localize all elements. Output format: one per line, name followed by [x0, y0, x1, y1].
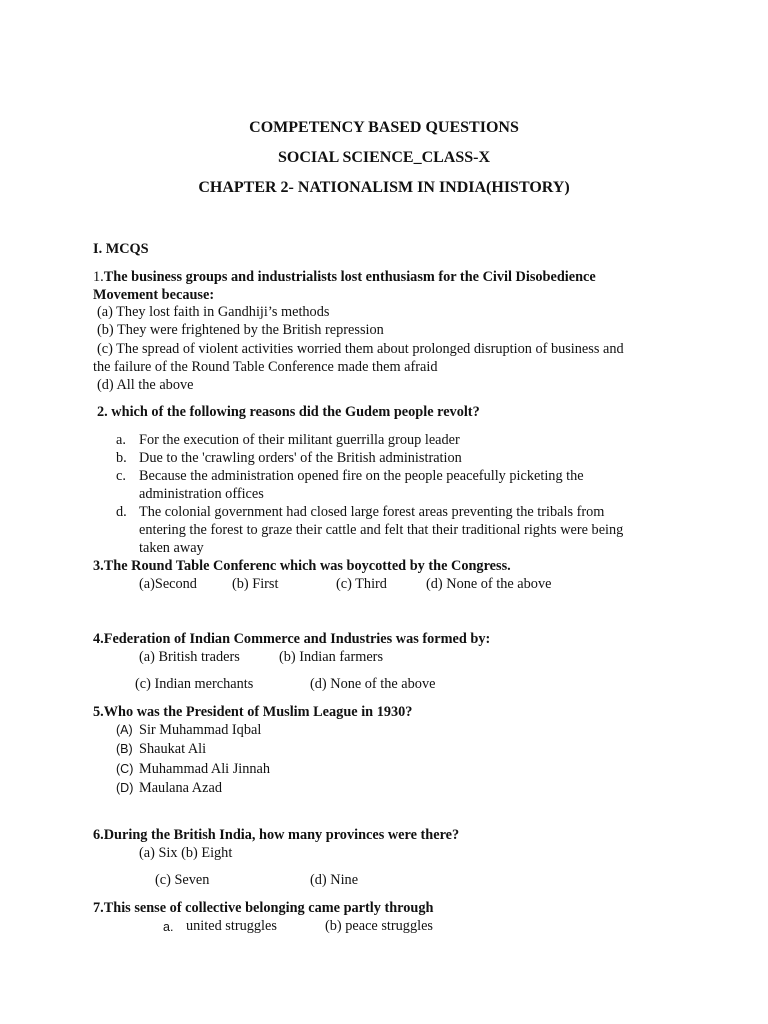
- question-2-option-c-cont: administration offices: [139, 486, 264, 502]
- question-4-option-b: (b) Indian farmers: [279, 649, 384, 665]
- question-5-marker-b: (B): [116, 742, 133, 756]
- question-7-marker-a: a.: [163, 920, 174, 934]
- question-2-option-b: Due to the 'crawling orders' of the British administration: [139, 450, 462, 466]
- question-1-text: The business groups and industrialists lost enthusiasm for the Civil Disobedience: [103, 269, 596, 285]
- question-1-option-c: (c) The spread of violent activities worried them about prolonged disruption of business and: [97, 341, 624, 357]
- question-2-option-d: The colonial government had closed large forest areas preventing the tribals from: [139, 504, 605, 520]
- question-2-marker-d: d.: [116, 504, 127, 520]
- question-1-option-c-cont: the failure of the Round Table Conference made them afraid: [93, 359, 438, 375]
- question-2-marker-a: a.: [116, 432, 126, 448]
- question-4-option-c: (c) Indian merchants: [135, 676, 254, 692]
- question-1-option-b: (b) They were frightened by the British repression: [97, 322, 384, 338]
- question-6-option-ab: (a) Six (b) Eight: [139, 845, 233, 861]
- question-4-stem: 4.Federation of Indian Commerce and Industries was formed by:: [93, 631, 491, 647]
- question-6-option-c: (c) Seven: [155, 872, 210, 888]
- chapter-title: CHAPTER 2- NATIONALISM IN INDIA(HISTORY): [198, 179, 570, 196]
- question-5-marker-a: (A): [116, 723, 133, 737]
- question-7-option-a: united struggles: [186, 918, 277, 934]
- question-2-marker-c: c.: [116, 468, 126, 484]
- question-5-marker-d: (D): [116, 781, 134, 795]
- question-5-option-a: Sir Muhammad Iqbal: [139, 722, 262, 738]
- question-3-option-c: (c) Third: [336, 576, 387, 592]
- document-subtitle: SOCIAL SCIENCE_CLASS-X: [277, 149, 491, 166]
- question-1-stem: [93, 268, 596, 286]
- question-3-option-b: (b) First: [232, 576, 279, 592]
- question-5-stem: 5.Who was the President of Muslim League in 1930?: [93, 704, 413, 720]
- document-title: COMPETENCY BASED QUESTIONS: [249, 119, 519, 136]
- question-6-stem: 6.During the British India, how many provinces were there?: [93, 827, 460, 843]
- question-1-number: 1.: [93, 269, 104, 285]
- question-3-option-d: (d) None of the above: [426, 576, 552, 592]
- question-4-option-d: (d) None of the above: [310, 676, 436, 692]
- question-7-option-b: (b) peace struggles: [325, 918, 433, 934]
- section-heading: I. MCQS: [93, 241, 149, 257]
- question-3-option-a: (a)Second: [139, 576, 197, 592]
- question-1-option-d: (d) All the above: [97, 377, 194, 393]
- question-1-stem-cont: Movement because:: [93, 287, 215, 303]
- question-2-stem: 2. which of the following reasons did the Gudem people revolt?: [97, 404, 480, 420]
- question-5-option-c: Muhammad Ali Jinnah: [139, 761, 271, 777]
- question-2-marker-b: b.: [116, 450, 127, 466]
- question-2-option-d-cont: entering the forest to graze their cattle and felt that their traditional rights were being: [139, 522, 624, 538]
- question-1-option-a: (a) They lost faith in Gandhiji’s methods: [97, 304, 330, 320]
- question-3-stem: 3.The Round Table Conferenc which was boycotted by the Congress.: [93, 558, 511, 574]
- question-2-option-c: Because the administration opened fire on the people peacefully picketing the: [139, 468, 584, 484]
- question-2-option-d-cont2: taken away: [139, 540, 204, 556]
- question-5-option-d: Maulana Azad: [139, 780, 222, 796]
- question-5-option-b: Shaukat Ali: [139, 741, 207, 757]
- question-7-stem: 7.This sense of collective belonging came partly through: [93, 900, 434, 916]
- question-5-marker-c: (C): [116, 762, 134, 776]
- question-2-option-a: For the execution of their militant guerrilla group leader: [139, 432, 460, 448]
- question-6-option-d: (d) Nine: [310, 872, 359, 888]
- question-4-option-a: (a) British traders: [139, 649, 240, 665]
